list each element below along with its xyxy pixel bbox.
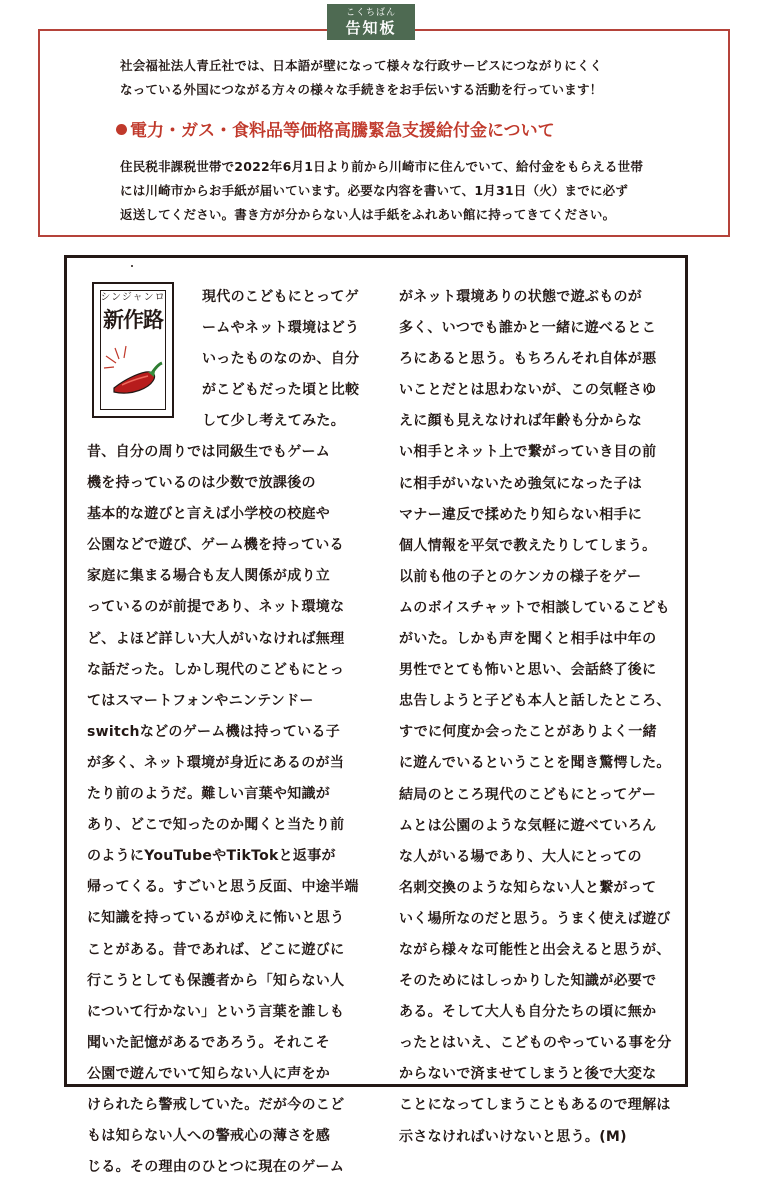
text-line: がいた。しかも声を聞くと相手は中年の — [399, 631, 657, 648]
text-line: たり前のようだ。難しい言葉や知識が — [87, 786, 331, 803]
text-line: ろにあると思う。もちろんそれ自体が悪 — [399, 351, 657, 368]
text-line: 個人情報を平気で教えたりしてしまう。 — [399, 537, 657, 554]
column-text-left — [87, 437, 382, 1183]
notice-intro — [120, 54, 680, 102]
column-article — [64, 255, 688, 1176]
text-line: 聞いた記憶があるであろう。それこそ — [87, 1034, 330, 1051]
text-line: 男性でとても怖いと思い、会話終了後に — [399, 662, 657, 679]
text-line: い相手とネット上で繋がっていき目の前 — [399, 444, 657, 461]
text-line: 家庭に集まる場合も友人関係が成り立 — [87, 568, 331, 585]
text-line: 昔、自分の周りでは同級生でもゲーム — [87, 444, 331, 460]
text-line: じる。その理由のひとつに現在のゲーム — [87, 1159, 345, 1176]
notice-body — [120, 155, 710, 227]
logo-kana: シンジャンロ — [100, 292, 166, 303]
text-line: 公園で遊んでいて知らない人に声をか — [87, 1065, 331, 1082]
headline-text: 電力・ガス・食料品等価格高騰緊急支援給付金について — [130, 121, 555, 141]
intro-line: 社会福祉法人青丘社では、日本語が壁になって様々な行政サービスにつながりにくく — [120, 58, 603, 73]
text-line: 公園などで遊び、ゲーム機を持っている — [87, 537, 344, 554]
tab-ruby: こくちばん — [345, 8, 396, 18]
text-line: が多く、ネット環境が身近にあるのが当 — [87, 754, 345, 771]
text-line: がネット環境ありの状態で遊ぶものが — [399, 289, 643, 305]
text-line: 基本的な遊びと言えば小学校の校庭や — [87, 506, 331, 523]
text-line: 名刺交換のような知らない人と繋がって — [399, 879, 657, 896]
text-line: な人がいる場であり、大人にとっての — [399, 848, 642, 865]
text-line: あり、どこで知ったのか聞くと当たり前 — [87, 817, 345, 834]
text-line: マナー違反で揉めたり知らない相手に — [399, 506, 643, 523]
text-line: のようにYouTubeやTikTokと返事が — [87, 848, 336, 865]
text-line: ことになってしまうこともあるので理解は — [399, 1097, 671, 1114]
text-line: ったとはいえ、こどものやっている事を分 — [399, 1035, 672, 1052]
decorative-dot — [131, 265, 133, 267]
intro-line: なっている外国につながる方々の様々な手続きをお手伝いする活動を行っています！ — [120, 82, 603, 97]
tab-label: 告知板 — [345, 19, 397, 37]
text-line: そのためにはしっかりした知識が必要で — [399, 973, 657, 990]
text-line: からないで済ませてしまうと後で大変な — [399, 1066, 657, 1083]
text-line: すでに何度か会ったことがありよく一緒 — [399, 724, 657, 741]
text-line: ど、よほど詳しい大人がいなければ無理 — [87, 630, 345, 647]
text-line: 示さなければいけないと思う。(M) — [399, 1128, 627, 1145]
text-line: 忠告しようと子ども本人と話したところ、 — [399, 693, 671, 710]
text-line: ームやネット環境はどう — [202, 320, 360, 337]
red-chili-pepper-icon — [102, 344, 164, 404]
text-line: いく場所なのだと思う。うまく使えば遊び — [399, 910, 671, 927]
text-line: に遊んでいるということを聞き驚愕した。 — [399, 755, 671, 772]
text-line: っているのが前提であり、ネット環境な — [87, 599, 345, 616]
text-line: 結局のところ現代のこどもにとってゲー — [399, 786, 657, 803]
text-line: もは知らない人への警戒心の薄さを感 — [87, 1128, 331, 1145]
bullet-icon — [116, 124, 127, 135]
column-text-intro — [202, 282, 382, 437]
text-line: いったものなのか、自分 — [202, 351, 360, 368]
text-line: ムのボイスチャットで相談しているこども — [399, 599, 670, 616]
text-line: 現代のこどもにとってゲ — [202, 289, 360, 305]
text-line: ある。そして大人も自分たちの頃に無か — [399, 1004, 657, 1021]
text-line: てはスマートフォンやニンテンドー — [87, 692, 314, 709]
text-line: 行こうとしても保護者から「知らない人 — [87, 972, 345, 989]
text-line: switchなどのゲーム機は持っている子 — [87, 723, 341, 740]
text-line: について行かない」という言葉を誰しも — [87, 1003, 345, 1020]
text-line: けられたら警戒していた。だが今のこど — [87, 1096, 345, 1113]
text-line: して少し考えてみた。 — [202, 413, 345, 430]
text-line: えに顔も見えなければ年齢も分からな — [399, 413, 643, 430]
notice-headline — [116, 120, 716, 142]
text-line: に相手がいないため強気になった子は — [399, 475, 643, 492]
text-line: ことがある。昔であれば、どこに遊びに — [87, 941, 345, 958]
text-line: 以前も他の子とのケンカの様子をゲー — [399, 568, 642, 585]
text-line: いことだとは思わないが、この気軽さゆ — [399, 382, 657, 399]
text-line: に知識を持っているがゆえに怖いと思う — [87, 910, 345, 927]
body-line: には川崎市からお手紙が届いています。必要な内容を書いて、1月31日（火）までに必ず — [120, 183, 629, 198]
text-line: ムとは公園のような気軽に遊べていろん — [399, 817, 657, 834]
notice-board — [38, 29, 730, 237]
column-logo — [92, 282, 174, 418]
body-line: 返送してください。書き方が分からない人は手紙をふれあい館に持ってきてください。 — [120, 207, 616, 222]
text-line: な話だった。しかし現代のこどもにとっ — [87, 661, 345, 678]
text-line: ながら様々な可能性と出会えると思うが、 — [399, 941, 671, 958]
text-line: がこどもだった頃と比較 — [202, 382, 360, 399]
text-line: 帰ってくる。すごいと思う反面、中途半端 — [87, 879, 359, 896]
column-text-right — [399, 282, 684, 1153]
logo-title: 新作路 — [103, 308, 163, 332]
body-line: 住民税非課税世帯で2022年6月1日より前から川崎市に住んでいて、給付金をもらえる世帯 — [120, 159, 644, 174]
notice-board-tab — [327, 4, 415, 40]
text-line: 機を持っているのは少数で放課後の — [87, 475, 316, 492]
text-line: 多く、いつでも誰かと一緒に遊べるとこ — [399, 320, 657, 337]
